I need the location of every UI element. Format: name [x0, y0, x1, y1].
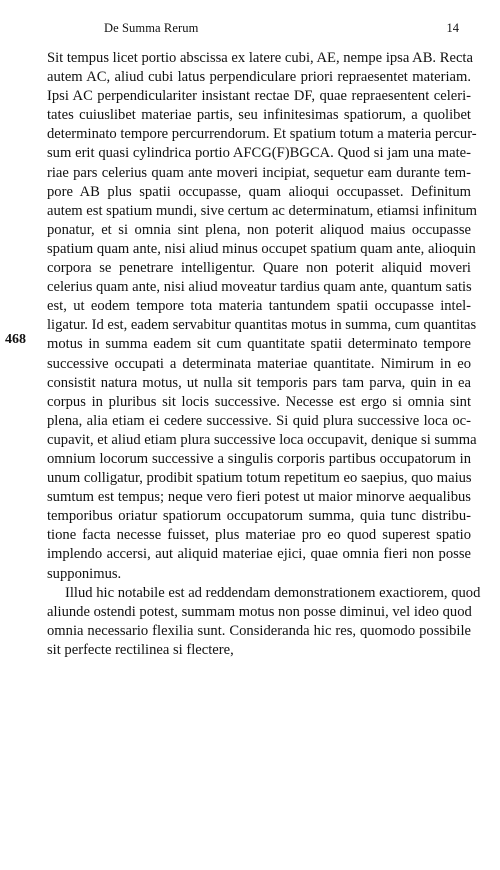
text-line: corpora se penetrare intelligentur. Quare non poterit aliquid moveri — [47, 260, 471, 277]
text-line: Illud hic notabile est ad reddendam demonstrationem exactiorem, quod — [65, 584, 481, 601]
text-line: Sit tempus licet portio abscissa ex latere cubi, AE, nempe ipsa AB. Recta — [47, 50, 473, 66]
text-line: motus in summa eadem sit cum quantitate spatii determinato tempore — [47, 336, 471, 353]
text-line: supponimus. — [47, 565, 122, 582]
text-line: Ipsi AC perpendiculariter insistant rectae DF, quae repraesentent celeri- — [47, 88, 471, 105]
text-line: consistit natura motus, ut nulla sit temporis pars tam parva, quin in ea — [47, 374, 471, 391]
text-line: corpus in pluribus sit locis successive. Necesse est ergo si omnia sint — [47, 393, 471, 410]
text-line: pore AB plus spatii occupasse, quam alioqui occupasset. Definitum — [47, 183, 471, 200]
text-line: determinato tempore percurrendorum. Et spatium totum a materia percur- — [47, 126, 477, 143]
text-line: aliunde ostendi potest, summam motus non posse diminui, vel ideo quod — [47, 603, 472, 620]
text-line: successive occupati a determinata materiae quantitate. Nimirum in eo — [47, 355, 471, 372]
text-line: unum colligatur, prodibit spatium totum repetitum eo saepius, quo maius — [47, 470, 472, 487]
text-line: plena, alia etiam ei cedere successive. Si quid plura successive loca oc- — [47, 412, 471, 429]
text-line: implendo accersi, aut aliquid materiae ejici, quae omnia fieri non posse — [47, 546, 471, 563]
text-line: cupavit, et aliud etiam plura successive loca occupavit, denique si summa — [47, 431, 477, 448]
text-line: spatium quam ante, nisi aliud minus occupet spatium quam ante, alioquin — [47, 240, 476, 257]
text-line: autem est spatium mundi, sive certum ac determinatum, etiamsi infinitum — [47, 202, 478, 219]
text-line: celerius quam ante, nisi aliud moveatur tardius quam ante, quantum satis — [47, 279, 472, 296]
text-line: riae pars celerius quam ante moveri incipiat, sequetur eam durante tem- — [47, 164, 471, 181]
page-number: 14 — [446, 21, 459, 35]
text-line: omnia necessario flexilia sunt. Consideranda hic res, quomodo possibile — [47, 622, 471, 639]
text-line: omnium locorum successive a singulis corporis partibus occupatorum in — [47, 450, 471, 467]
text-line: sit perfecte rectilinea si flectere, — [47, 641, 234, 658]
paragraph-2 — [47, 584, 481, 660]
text-line: ponatur, et si omnia sint plena, non poterit aliquod maius occupasse — [47, 221, 471, 238]
body-text — [47, 49, 481, 660]
running-title: De Summa Rerum — [104, 21, 199, 35]
text-line: temporibus oriatur spatiorum occupatorum summa, quia tunc distribu- — [47, 508, 471, 525]
text-line: ligatur. Id est, eadem servabitur quantitas motus in summa, cum quantitas — [47, 317, 477, 334]
text-line: sum erit quasi cylindrica portio AFCG(F)BGCA. Quod si jam una mate- — [47, 145, 471, 162]
paragraph-1 — [47, 49, 478, 584]
margin-line-number: 468 — [5, 332, 26, 347]
text-line: est, ut eodem tempore tota materia tantundem spatii occupasse intel- — [47, 298, 471, 315]
text-line: sumtum est tempus; neque vero fieri potest ut maior minorve aequalibus — [47, 489, 471, 506]
text-line: tione facta necesse fuisset, plus materiae pro eo quod superest spatio — [47, 527, 471, 544]
text-line: tates cuiuslibet materiae partis, seu infinitesimas spatiorum, a quolibet — [47, 107, 471, 124]
text-line: autem AC, aliud cubi latus perpendiculare priori repraesentet materiam. — [47, 69, 471, 86]
